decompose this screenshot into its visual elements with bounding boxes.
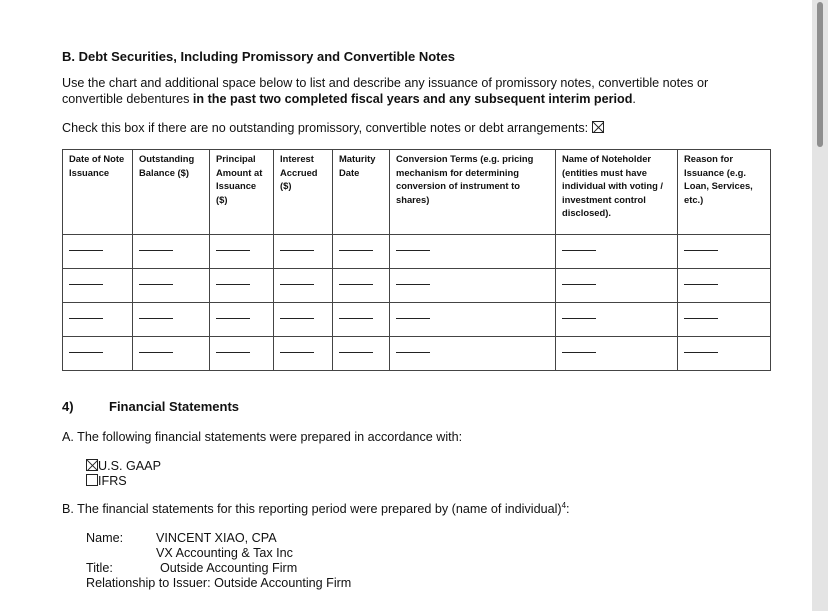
table-cell-blank[interactable] — [133, 269, 210, 303]
blank-line — [139, 250, 173, 251]
preparer-title: Outside Accounting Firm — [160, 561, 298, 575]
table-row — [63, 235, 771, 269]
preparer-question — [62, 501, 570, 516]
blank-line — [396, 352, 430, 353]
debt-securities-table — [62, 149, 771, 371]
blank-line — [339, 352, 373, 353]
section-number: 4) — [62, 399, 74, 414]
blank-line — [684, 352, 718, 353]
table-cell-blank[interactable] — [210, 337, 274, 371]
blank-line — [139, 284, 173, 285]
blank-line — [339, 250, 373, 251]
table-cell-blank[interactable] — [274, 303, 333, 337]
table-cell-blank[interactable] — [210, 269, 274, 303]
blank-line — [216, 352, 250, 353]
table-row — [63, 303, 771, 337]
no-debt-check-label: Check this box if there are no outstanding promissory, convertible notes or debt arrangements: — [62, 121, 589, 135]
col-header-interest-accrued: Interest Accrued ($) — [274, 150, 333, 235]
blank-line — [562, 352, 596, 353]
table-cell-blank[interactable] — [210, 303, 274, 337]
section-heading-debt-securities: B. Debt Securities, Including Promissory and Convertible Notes — [62, 49, 455, 64]
table-cell-blank[interactable] — [390, 303, 556, 337]
preparer-question-end: : — [566, 502, 570, 517]
table-cell-blank[interactable] — [63, 235, 133, 269]
table-body — [63, 235, 771, 371]
table-cell-blank[interactable] — [63, 269, 133, 303]
blank-line — [280, 352, 314, 353]
blank-line — [280, 318, 314, 319]
table-cell-blank[interactable] — [333, 337, 390, 371]
table-cell-blank[interactable] — [390, 235, 556, 269]
relationship-line — [86, 576, 351, 590]
table-cell-blank[interactable] — [133, 235, 210, 269]
blank-line — [280, 284, 314, 285]
table-cell-blank[interactable] — [556, 235, 678, 269]
blank-line — [396, 284, 430, 285]
blank-line — [396, 250, 430, 251]
table-cell-blank[interactable] — [678, 235, 771, 269]
us-gaap-label: U.S. GAAP — [98, 459, 161, 473]
table-cell-blank[interactable] — [678, 269, 771, 303]
table-cell-blank[interactable] — [133, 337, 210, 371]
blank-line — [339, 318, 373, 319]
us-gaap-checkbox-checked[interactable] — [86, 459, 98, 471]
col-header-reason: Reason for Issuance (e.g. Loan, Services, etc.) — [678, 150, 771, 235]
debt-instructions-text: Use the chart and additional space below to list and describe any issuance of promissory notes, convertible notes or convertible debentures — [62, 76, 709, 106]
table-cell-blank[interactable] — [390, 269, 556, 303]
blank-line — [562, 250, 596, 251]
blank-line — [280, 250, 314, 251]
relationship-value: Outside Accounting Firm — [214, 576, 352, 590]
col-header-conversion-terms: Conversion Terms (e.g. pricing mechanism for determining conversion of instrument to shares) — [390, 150, 556, 235]
ifrs-label: IFRS — [98, 474, 127, 488]
table-cell-blank[interactable] — [333, 235, 390, 269]
standards-question: A. The following financial statements were prepared in accordance with: — [62, 430, 463, 444]
blank-line — [216, 284, 250, 285]
table-cell-blank[interactable] — [556, 269, 678, 303]
table-cell-blank[interactable] — [333, 303, 390, 337]
table-row — [63, 269, 771, 303]
scrollbar-thumb[interactable] — [817, 2, 823, 147]
blank-line — [396, 318, 430, 319]
col-header-noteholder: Name of Noteholder (entities must have individual with voting / investment control disclosed). — [556, 150, 678, 235]
col-header-maturity-date: Maturity Date — [333, 150, 390, 235]
table-cell-blank[interactable] — [556, 337, 678, 371]
vertical-scrollbar[interactable] — [812, 0, 828, 611]
table-cell-blank[interactable] — [274, 337, 333, 371]
footnote-ref: 4 — [561, 501, 567, 510]
option-us-gaap[interactable] — [86, 459, 161, 473]
blank-line — [684, 250, 718, 251]
blank-line — [562, 284, 596, 285]
col-header-outstanding-balance: Outstanding Balance ($) — [133, 150, 210, 235]
table-cell-blank[interactable] — [63, 303, 133, 337]
debt-instructions — [62, 75, 762, 107]
section-title-financial-statements: Financial Statements — [109, 399, 240, 414]
title-label: Title: — [86, 561, 113, 575]
blank-line — [684, 318, 718, 319]
blank-line — [139, 318, 173, 319]
table-header-row — [63, 150, 771, 235]
table-cell-blank[interactable] — [274, 269, 333, 303]
no-debt-checkbox-checked[interactable] — [592, 121, 604, 133]
blank-line — [216, 318, 250, 319]
table-cell-blank[interactable] — [390, 337, 556, 371]
blank-line — [562, 318, 596, 319]
blank-line — [216, 250, 250, 251]
table-cell-blank[interactable] — [63, 337, 133, 371]
debt-instructions-end: . — [632, 92, 636, 106]
table-cell-blank[interactable] — [556, 303, 678, 337]
blank-line — [684, 284, 718, 285]
preparer-question-text: B. The financial statements for this reporting period were prepared by (name of individual) — [62, 502, 562, 517]
blank-line — [339, 284, 373, 285]
table-cell-blank[interactable] — [678, 303, 771, 337]
col-header-principal-amount: Principal Amount at Issuance ($) — [210, 150, 274, 235]
relationship-label: Relationship to Issuer: — [86, 576, 211, 590]
no-debt-check-line — [62, 121, 604, 135]
blank-line — [69, 284, 103, 285]
table-cell-blank[interactable] — [274, 235, 333, 269]
blank-line — [69, 318, 103, 319]
table-cell-blank[interactable] — [210, 235, 274, 269]
blank-line — [69, 250, 103, 251]
table-cell-blank[interactable] — [133, 303, 210, 337]
table-row — [63, 337, 771, 371]
table-cell-blank[interactable] — [333, 269, 390, 303]
option-ifrs[interactable] — [86, 474, 127, 488]
col-header-date: Date of Note Issuance — [63, 150, 133, 235]
preparer-name: VINCENT XIAO, CPA — [156, 531, 277, 545]
blank-line — [139, 352, 173, 353]
name-label: Name: — [86, 531, 124, 545]
ifrs-checkbox[interactable] — [86, 474, 98, 486]
table-cell-blank[interactable] — [678, 337, 771, 371]
blank-line — [69, 352, 103, 353]
debt-instructions-emphasis: in the past two completed fiscal years and any subsequent interim period — [192, 92, 633, 106]
preparer-firm: VX Accounting & Tax Inc — [156, 546, 293, 560]
